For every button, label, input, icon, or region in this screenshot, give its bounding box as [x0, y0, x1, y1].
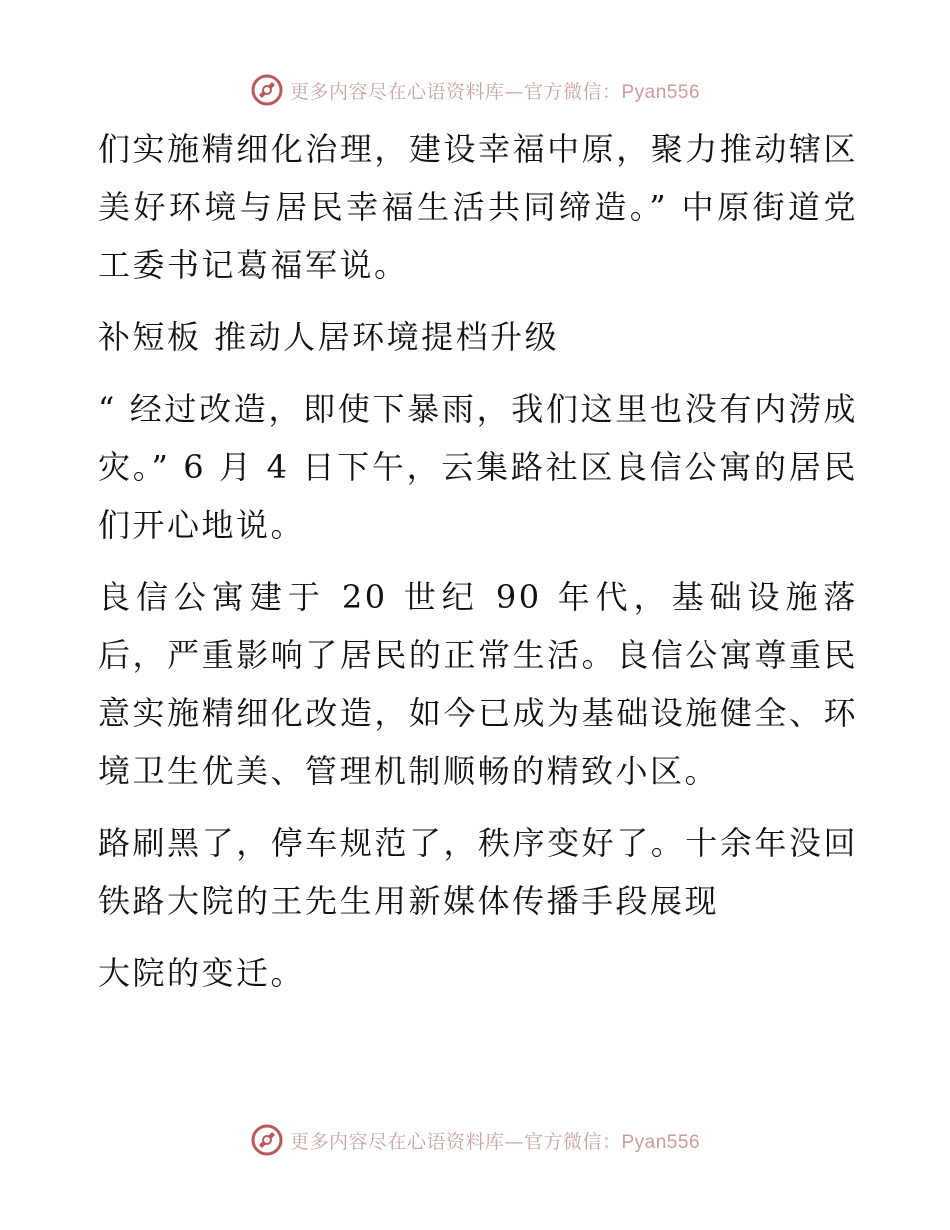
paragraph-4: 路刷黑了，停车规范了，秩序变好了。十余年没回铁路大院的王先生用新媒体传播手段展现: [98, 824, 858, 920]
logo-icon: [250, 73, 284, 107]
banner-label: 更多内容尽在心语资料库—官方微信：: [289, 1130, 622, 1153]
paragraph-5: 大院的变迁。: [98, 954, 306, 992]
paragraph-3: 良信公寓建于 20 世纪 90 年代，基础设施落后，严重影响了居民的正常生活。良信公寓尊重民意实施精细化改造，如今已成为基础设施健全、环境卫生优美、管理机制顺畅的精致小区。: [98, 578, 858, 790]
paragraph-1: 们实施精细化治理，建设幸福中原，聚力推动辖区美好环境与居民幸福生活共同缔造。” 中原街道党工委书记葛福军说。: [98, 130, 858, 284]
footer-banner: [0, 1120, 950, 1160]
banner-text: [290, 1127, 700, 1154]
banner-wechat-id: Pyan556: [621, 81, 701, 103]
article-body: [98, 120, 858, 1002]
logo-icon: [250, 1123, 284, 1157]
banner-label: 更多内容尽在心语资料库—官方微信：: [289, 80, 622, 103]
paragraph-2: “ 经过改造，即使下暴雨，我们这里也没有内涝成灾。” 6 月 4 日下午，云集路社区良信公寓的居民们开心地说。: [98, 390, 858, 544]
header-banner: [0, 70, 950, 110]
banner-text: [290, 77, 700, 104]
banner-wechat-id: Pyan556: [621, 1131, 701, 1153]
section-heading: 补短板 推动人居环境提档升级: [98, 318, 560, 356]
